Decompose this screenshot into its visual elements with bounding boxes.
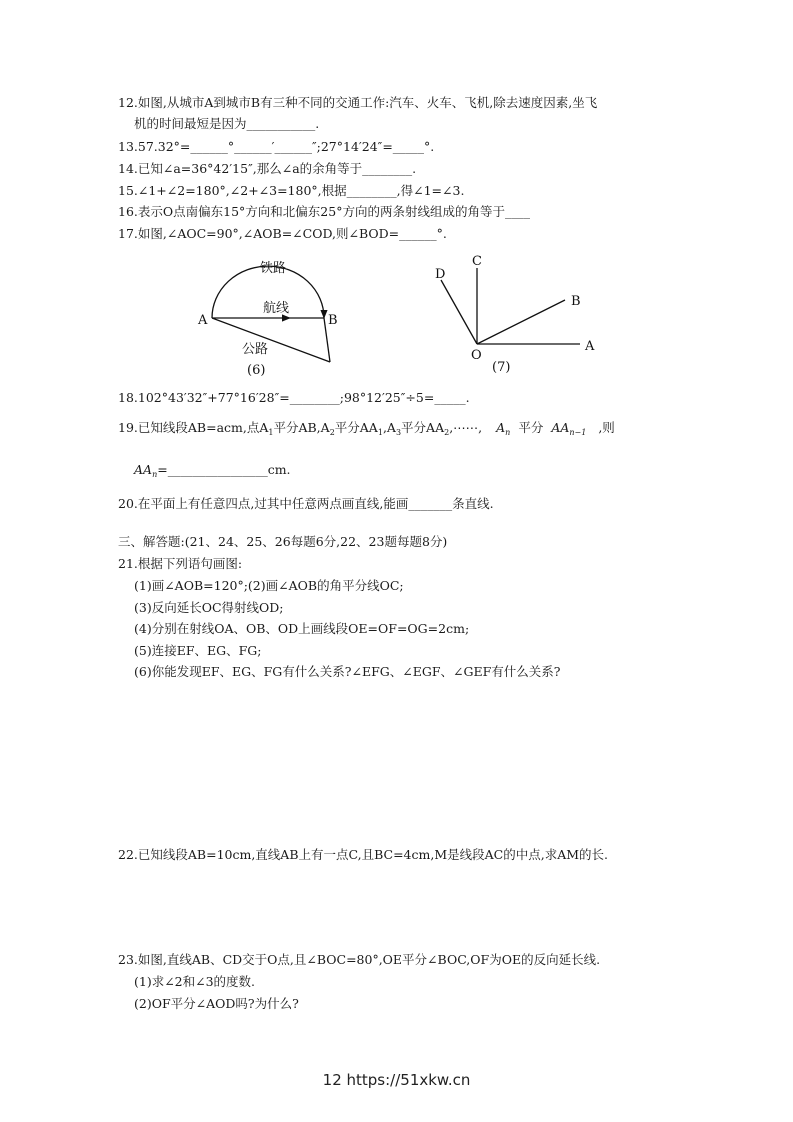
q21-item: (4)分别在射线OA、OB、OD上画线段OE=OF=OG=2cm; xyxy=(134,621,470,636)
road-line-1 xyxy=(212,318,330,362)
q12-line2: 机的时间最短是因为___________. xyxy=(134,116,320,131)
figure-7-caption: (7) xyxy=(492,360,511,375)
figure-6 xyxy=(190,250,360,380)
label-point-b: B xyxy=(328,313,338,328)
q21-item: (3)反向延长OC得射线OD; xyxy=(134,600,284,615)
figure-7 xyxy=(425,250,605,380)
figure-6-caption: (6) xyxy=(247,363,266,378)
q23-item: (1)求∠2和∠3的度数. xyxy=(134,974,256,989)
label-point-a: A xyxy=(198,313,208,328)
q13: 13.57.32°=______°______′______″;27°14′24″=_____°. xyxy=(118,139,435,154)
label-air-route: 航线 xyxy=(263,301,290,316)
q15: 15.∠1+∠2=180°,∠2+∠3=180°,根据________,得∠1=∠3. xyxy=(118,183,465,198)
section-3-heading: 三、解答题:(21、24、25、26每题6分,22、23题每题8分) xyxy=(118,534,448,549)
q23-item: (2)OF平分∠AOD吗?为什么? xyxy=(134,996,299,1011)
q12-line1: 12.如图,从城市A到城市B有三种不同的交通工作:汽车、火车、飞机,除去速度因素,坐飞 xyxy=(118,95,598,110)
ray-ob xyxy=(477,300,565,344)
q19-line1: 19.已知线段AB=acm,点$A_1$平分$AB,A_2$平分$AA_1,A_3$平分$AA_2,\cdots\cdots$, $A_n$ 平分 $AA_{n-1}$ ,则 xyxy=(118,420,615,437)
q21-title: 21.根据下列语句画图: xyxy=(118,556,243,571)
q21-item: (6)你能发现EF、EG、FG有什么关系?∠EFG、∠EGF、∠GEF有什么关系? xyxy=(134,664,561,679)
page-footer: 12 https://51xkw.cn xyxy=(322,1071,471,1089)
label-a: A xyxy=(585,339,595,354)
q21-item: (1)画∠AOB=120°;(2)画∠AOB的角平分线OC; xyxy=(134,578,404,593)
q23-title: 23.如图,直线AB、CD交于O点,且∠BOC=80°,OE平分∠BOC,OF为OE的反向延长线. xyxy=(118,952,601,967)
q18: 18.102°43′32″+77°16′28″=________;98°12′25″÷5=_____. xyxy=(118,390,470,405)
q17: 17.如图,∠AOC=90°,∠AOB=∠COD,则∠BOD=______°. xyxy=(118,226,447,241)
label-railway: 铁路 xyxy=(260,261,287,276)
q16: 16.表示O点南偏东15°方向和北偏东25°方向的两条射线组成的角等于____ xyxy=(118,204,530,219)
label-b: B xyxy=(571,294,581,309)
q22: 22.已知线段AB=10cm,直线AB上有一点C,且BC=4cm,M是线段AC的中点,求AM的长. xyxy=(118,847,609,862)
ray-od xyxy=(441,280,477,344)
label-o: O xyxy=(471,348,482,363)
q20: 20.在平面上有任意四点,过其中任意两点画直线,能画_______条直线. xyxy=(118,496,494,511)
q21-item: (5)连接EF、EG、FG; xyxy=(134,643,262,658)
q19-line2: $AA_n=\_\_\_\_\_\_\_\_\_\_\_\_\_\_\_\_cm$. xyxy=(134,462,291,479)
label-road: 公路 xyxy=(242,342,269,357)
label-d: D xyxy=(435,267,446,282)
q14: 14.已知∠a=36°42′15″,那么∠a的余角等于________. xyxy=(118,161,417,176)
label-c: C xyxy=(472,254,482,269)
